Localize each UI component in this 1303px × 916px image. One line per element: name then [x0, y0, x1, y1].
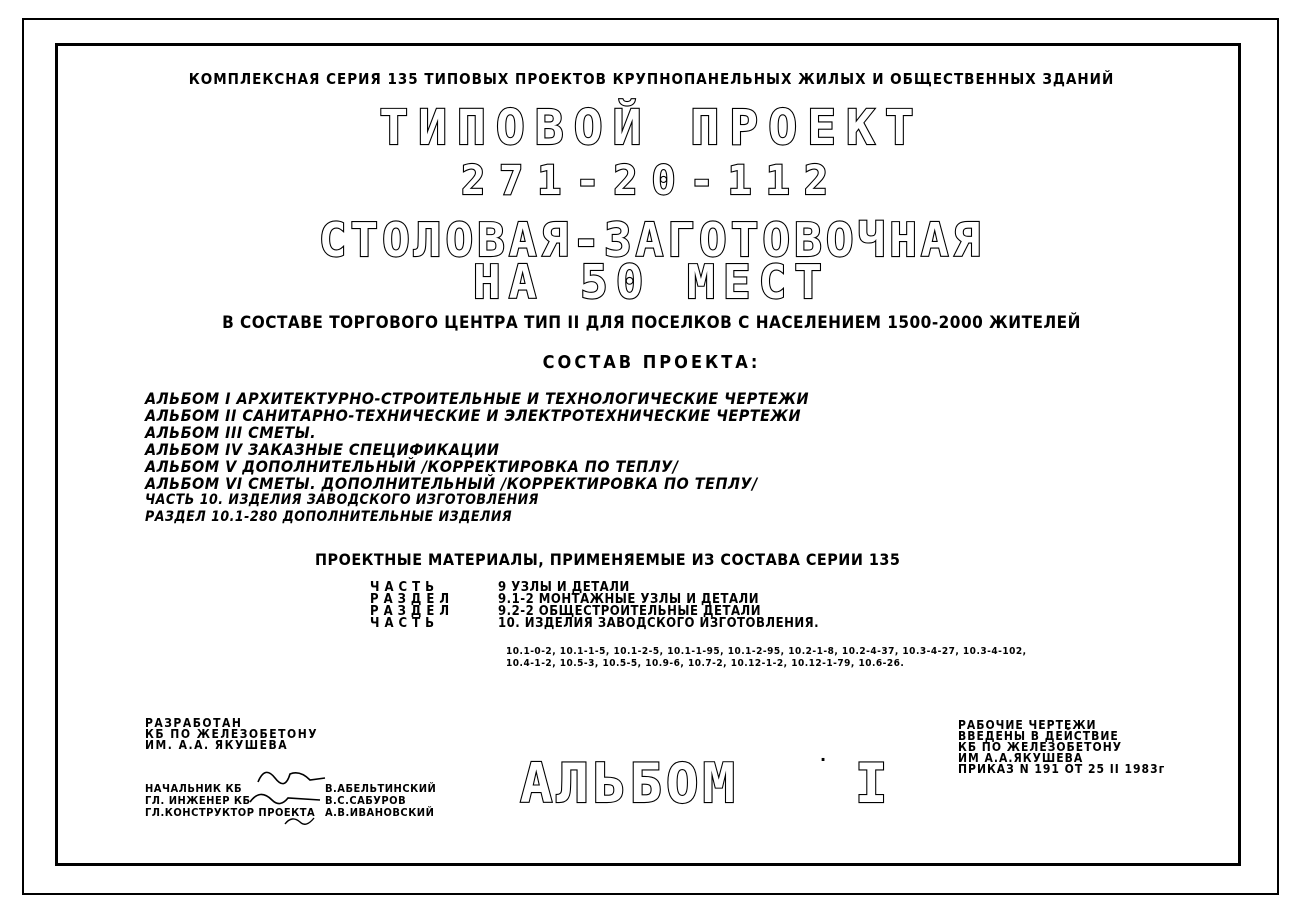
series-parts — [370, 582, 819, 630]
album-item: АЛЬБОМ I АРХИТЕКТУРНО-СТРОИТЕЛЬНЫЕ И ТЕХНОЛОГИЧЕСКИЕ ЧЕРТЕЖИ — [145, 389, 810, 408]
staff-role: НАЧАЛЬНИК КБ — [145, 782, 243, 795]
part-value: 9 УЗЛЫ И ДЕТАЛИ — [498, 580, 630, 595]
order-line: РАБОЧИЕ ЧЕРТЕЖИ — [958, 718, 1097, 732]
part-key: ЧАСТЬ — [370, 616, 439, 631]
staff-role: ГЛ. ИНЖЕНЕР КБ — [145, 794, 251, 807]
part-value: 9.1-2 МОНТАЖНЫЕ УЗЛЫ И ДЕТАЛИ — [498, 592, 759, 607]
staff-name: В.АБЕЛЬТИНСКИЙ — [325, 782, 437, 795]
order-line: ПРИКАЗ N 191 ОТ 25 II 1983г — [958, 762, 1166, 776]
typical-project-title: ТИПОВОЙ ПРОЕКТ — [379, 100, 924, 156]
order-line: КБ ПО ЖЕЛЕЗОБЕТОНУ — [958, 740, 1123, 754]
part-row — [370, 618, 819, 630]
codes-line: 10.1-0-2, 10.1-1-5, 10.1-2-5, 10.1-1-95, 10.1-2-95, 10.2-1-8, 10.2-4-37, 10.3-4-27, 10.3-4-102, — [506, 646, 1027, 657]
album-label: АЛЬБОМ — [520, 752, 740, 815]
signatures — [230, 760, 340, 830]
album-item: АЛЬБОМ VI СМЕТЫ. ДОПОЛНИТЕЛЬНЫЙ /КОРРЕКТИРОВКА ПО ТЕПЛУ/ — [145, 474, 758, 493]
object-name-line1: СТОЛОВАЯ-ЗАГОТОВОЧНАЯ — [318, 213, 985, 267]
developer-line: КБ ПО ЖЕЛЕЗОБЕТОНУ — [145, 727, 319, 741]
album-list — [145, 390, 809, 526]
order-line: ВВЕДЕНЫ В ДЕЙСТВИЕ — [958, 729, 1119, 743]
staff-name: В.С.САБУРОВ — [325, 794, 407, 807]
part-value: 9.2-2 ОБЩЕСТРОИТЕЛЬНЫЕ ДЕТАЛИ — [498, 604, 761, 619]
staff-role: ГЛ.КОНСТРУКТОР ПРОЕКТА — [145, 806, 316, 819]
part-key: ЧАСТЬ — [370, 580, 439, 595]
signature-1 — [258, 772, 325, 783]
part-key: РАЗДЕЛ — [370, 592, 455, 607]
developer-line: ИМ. А.А. ЯКУШЕВА — [145, 738, 289, 752]
signature-3 — [285, 818, 314, 824]
product-codes — [506, 646, 1027, 670]
project-number: 271-20-112 — [461, 158, 842, 204]
album-item: АЛЬБОМ II САНИТАРНО-ТЕХНИЧЕСКИЕ И ЭЛЕКТРОТЕХНИЧЕСКИЕ ЧЕРТЕЖИ — [145, 406, 802, 425]
signature-2 — [250, 794, 320, 803]
album-item: ЧАСТЬ 10. ИЗДЕЛИЯ ЗАВОДСКОГО ИЗГОТОВЛЕНИЯ — [145, 492, 539, 508]
album-number: I — [855, 752, 888, 815]
album-item: РАЗДЕЛ 10.1-280 ДОПОЛНИТЕЛЬНЫЕ ИЗДЕЛИЯ — [145, 509, 513, 525]
materials-heading: ПРОЕКТНЫЕ МАТЕРИАЛЫ, ПРИМЕНЯЕМЫЕ ИЗ СОСТАВА СЕРИИ 135 — [315, 550, 901, 569]
project-context: В СОСТАВЕ ТОРГОВОГО ЦЕНТРА ТИП II ДЛЯ ПОСЕЛКОВ С НАСЕЛЕНИЕМ 1500-2000 ЖИТЕЛЕЙ — [222, 313, 1081, 333]
part-key: РАЗДЕЛ — [370, 604, 455, 619]
album-item: АЛЬБОМ III СМЕТЫ. — [145, 423, 317, 442]
part-value: 10. ИЗДЕЛИЯ ЗАВОДСКОГО ИЗГОТОВЛЕНИЯ. — [498, 616, 820, 631]
object-name-line2: НА 50 МЕСТ — [473, 255, 830, 309]
developer-line: РАЗРАБОТАН — [145, 716, 243, 730]
codes-line: 10.4-1-2, 10.5-3, 10.5-5, 10.9-6, 10.7-2, 10.12-1-2, 10.12-1-79, 10.6-26. — [506, 658, 905, 669]
composition-heading: СОСТАВ ПРОЕКТА: — [542, 352, 761, 373]
order-block — [958, 720, 1165, 775]
album-item: АЛЬБОМ V ДОПОЛНИТЕЛЬНЫЙ /КОРРЕКТИРОВКА ПО ТЕПЛУ/ — [145, 457, 679, 476]
dot-mark: · — [820, 750, 827, 769]
album-item: АЛЬБОМ IV ЗАКАЗНЫЕ СПЕЦИФИКАЦИИ — [145, 440, 500, 459]
order-line: ИМ А.А.ЯКУШЕВА — [958, 751, 1084, 765]
developer-block — [145, 718, 318, 751]
series-title: КОМПЛЕКСНАЯ СЕРИЯ 135 ТИПОВЫХ ПРОЕКТОВ КРУПНОПАНЕЛЬНЫХ ЖИЛЫХ И ОБЩЕСТВЕННЫХ ЗДАНИЙ — [188, 70, 1115, 88]
staff-name: А.В.ИВАНОВСКИЙ — [325, 806, 435, 819]
